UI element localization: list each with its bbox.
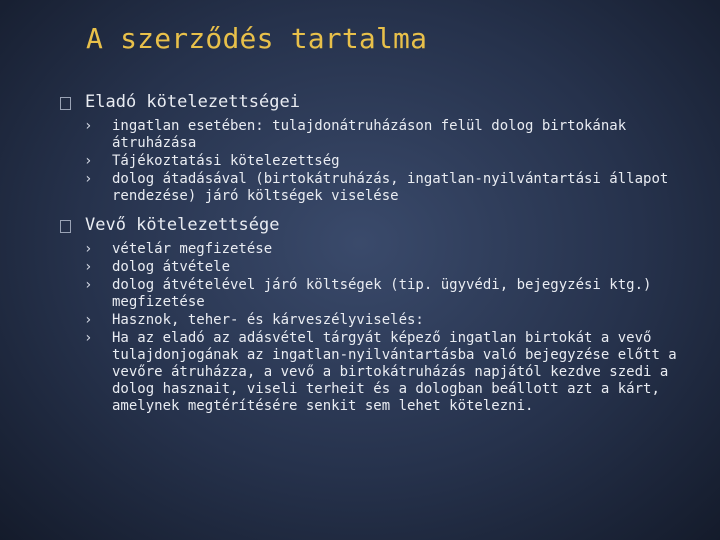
list-item bbox=[84, 153, 710, 170]
list-item bbox=[84, 241, 710, 258]
list-item-text: dolog átadásával (birtokátruházás, ingatlan-nyilvántartási állapot rendezése) járó költségek viselése bbox=[112, 171, 669, 204]
chevron-right-icon: › bbox=[84, 171, 93, 187]
section-seller-obligations bbox=[60, 92, 710, 205]
list-item-text: Hasznok, teher- és kárveszélyviselés: bbox=[112, 312, 424, 328]
section-heading: Eladó kötelezettségei bbox=[85, 92, 300, 112]
list-item bbox=[84, 277, 710, 311]
list-item-text: ingatlan esetében: tulajdonátruházáson felül dolog birtokának átruházása bbox=[112, 118, 627, 151]
list-item bbox=[84, 330, 710, 415]
chevron-right-icon: › bbox=[84, 259, 93, 275]
list-item-text: Tájékoztatási kötelezettség bbox=[112, 153, 340, 169]
chevron-right-icon: › bbox=[84, 277, 93, 293]
checkbox-square-icon bbox=[60, 97, 71, 110]
list-item-text: dolog átvétele bbox=[112, 259, 231, 275]
chevron-right-icon: › bbox=[84, 330, 93, 346]
list-item-text: dolog átvételével járó költségek (tip. ügyvédi, bejegyzési ktg.) megfizetése bbox=[112, 277, 652, 310]
list-item bbox=[84, 259, 710, 276]
list-item-text: vételár megfizetése bbox=[112, 241, 273, 257]
section-buyer-obligations bbox=[60, 215, 710, 415]
section-heading-row bbox=[60, 215, 710, 235]
chevron-right-icon: › bbox=[84, 241, 93, 257]
bullet-list bbox=[60, 118, 710, 205]
chevron-right-icon: › bbox=[84, 153, 93, 169]
slide-title: A szerződés tartalma bbox=[86, 22, 428, 55]
list-item bbox=[84, 312, 710, 329]
list-item bbox=[84, 171, 710, 205]
list-item-text: Ha az eladó az adásvétel tárgyát képező ingatlan birtokát a vevő tulajdonjogának az ingatlan-nyilvántartásba való bejegyzése előtt a vevőre átruházza, a vevő a birtokátruházás napjától kezdve szedi a dolog hasznait, viseli terheit és a dologban beállott azt a kárt, amelynek megtérítésére senkit sem lehet kötelezni. bbox=[112, 330, 677, 414]
chevron-right-icon: › bbox=[84, 118, 93, 134]
bullet-list bbox=[60, 241, 710, 415]
chevron-right-icon: › bbox=[84, 312, 93, 328]
section-heading: Vevő kötelezettsége bbox=[85, 215, 280, 235]
slide-content bbox=[60, 92, 710, 425]
checkbox-square-icon bbox=[60, 220, 71, 233]
list-item bbox=[84, 118, 710, 152]
section-heading-row bbox=[60, 92, 710, 112]
